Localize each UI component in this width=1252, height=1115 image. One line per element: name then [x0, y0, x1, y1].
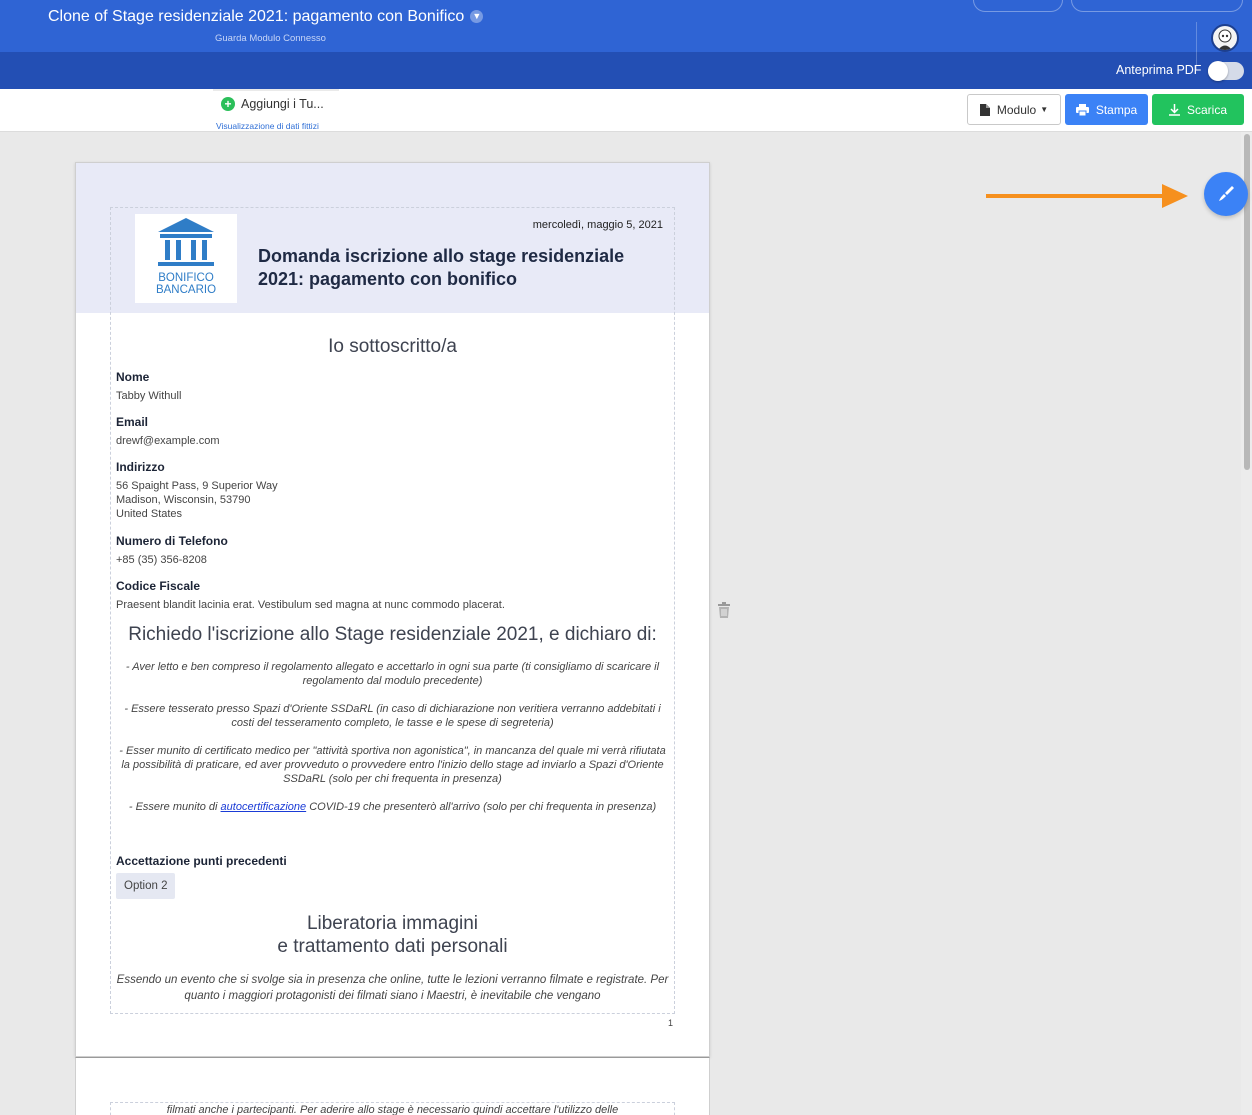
- pdf-preview-label: Anteprima PDF: [1116, 63, 1202, 77]
- declaration-2: - Essere tesserato presso Spazi d'Oriente SSDaRL (in caso di dichiarazione non veritiera verranno addebitati i costi del tesseramento completo, le tasse e le spese di segreteria): [124, 703, 661, 729]
- avatar[interactable]: [1211, 24, 1239, 52]
- header-pill-button[interactable]: [973, 0, 1063, 12]
- field-value-indirizzo-line1: 56 Spaight Pass, 9 Superior Way: [116, 480, 278, 492]
- section-heading-liberatoria: Liberatoria immagini e trattamento dati personali: [277, 913, 508, 957]
- pdf-preview-toggle[interactable]: [1208, 62, 1244, 80]
- section-heading-sottoscritto: Io sottoscritto/a: [328, 336, 457, 357]
- field-label-accettazione: Accettazione punti precedenti: [116, 854, 287, 868]
- connected-form-link[interactable]: Guarda Modulo Connesso: [215, 33, 326, 44]
- download-label: Scarica: [1186, 102, 1227, 117]
- secondary-bar: [0, 52, 1252, 89]
- download-button[interactable]: [1152, 94, 1244, 125]
- header-search-pill[interactable]: [1071, 0, 1243, 12]
- field-value-telefono: +85 (35) 356-8208: [116, 554, 207, 566]
- paint-brush-icon: [1217, 185, 1235, 203]
- document-date: mercoledì, maggio 5, 2021: [532, 219, 663, 231]
- plus-icon: +: [221, 97, 235, 111]
- modulo-dropdown[interactable]: [967, 94, 1061, 125]
- tab-sublabel: Visualizzazione di dati fittizi: [216, 121, 319, 131]
- field-value-email: drewf@example.com: [116, 435, 220, 447]
- accettazione-option-chip: Option 2: [116, 873, 175, 899]
- field-label-email: Email: [116, 415, 149, 429]
- scrollbar[interactable]: [1241, 132, 1252, 1115]
- field-value-nome: Tabby Withull: [116, 390, 182, 402]
- modulo-label: Modulo: [996, 102, 1037, 117]
- section-heading-richiedo: Richiedo l'iscrizione allo Stage residenziale 2021, e dichiaro di:: [128, 624, 657, 645]
- download-icon: [1169, 104, 1180, 116]
- tab-label: Aggiungi i Tu...: [241, 97, 324, 111]
- document-icon: [980, 104, 990, 116]
- designer-tool-button[interactable]: [1204, 172, 1248, 216]
- field-label-indirizzo: Indirizzo: [116, 460, 165, 474]
- annotation-arrow-line: [986, 194, 1166, 198]
- field-value-indirizzo-line3: United States: [116, 508, 183, 520]
- annotation-arrow-head: [1162, 184, 1188, 208]
- bank-transfer-logo: [135, 214, 237, 303]
- chevron-down-icon: ▼: [1040, 105, 1049, 114]
- field-label-nome: Nome: [116, 370, 150, 384]
- page-number: 1: [668, 1018, 674, 1028]
- document-title: Domanda iscrizione allo stage residenziale 2021: pagamento con bonifico: [258, 246, 625, 289]
- chevron-down-icon[interactable]: ▼: [470, 10, 483, 23]
- printer-icon: [1076, 104, 1089, 116]
- field-label-telefono: Numero di Telefono: [116, 534, 228, 548]
- declaration-4: - Essere munito di autocertificazione COVID-19 che presenterò all'arrivo (solo per chi frequenta in presenza): [128, 801, 657, 813]
- pdf-page-1: [75, 162, 710, 1057]
- tab-add-data[interactable]: [213, 89, 339, 132]
- app-header: [0, 0, 1252, 52]
- page2-paragraph: filmati anche i partecipanti. Per aderire allo stage è necessario quindi accettare l'utilizzo delle: [166, 1104, 619, 1115]
- form-title[interactable]: Clone of Stage residenziale 2021: pagamento con Bonifico ▼: [48, 8, 483, 26]
- bank-icon: [156, 216, 216, 268]
- declaration-3: - Esser munito di certificato medico per "attività sportiva non agonistica", in mancanza del quale mi verrà rifiutata la possibilità di praticare, ed aver provveduto o provvedere entro l'inizio dello stage ad inviarlo a Spazi d'Oriente SSDaRL (solo per chi frequenta in presenza): [119, 745, 666, 785]
- liberatoria-paragraph: Essendo un evento che si svolge sia in presenza che online, tutte le lezioni verranno filmate e registrate. Per quanto i maggiori protagonisti dei filmati siano i Maestri, è inevitabile che vengano: [116, 974, 669, 1002]
- logo-text: BONIFICO BANCARIO: [155, 272, 217, 296]
- field-value-indirizzo-line2: Madison, Wisconsin, 53790: [116, 494, 251, 506]
- autocertificazione-link[interactable]: autocertificazione: [220, 801, 307, 813]
- trash-icon[interactable]: [717, 602, 731, 623]
- print-label: Stampa: [1095, 102, 1138, 117]
- field-value-codice-fiscale: Praesent blandit lacinia erat. Vestibulum sed magna at nunc commodo placerat.: [116, 599, 505, 611]
- field-label-codice-fiscale: Codice Fiscale: [116, 579, 201, 593]
- toggle-knob: [1208, 61, 1228, 81]
- declaration-1: - Aver letto e ben compreso il regolamento allegato e accettarlo in ogni sua parte (ti consigliamo di scaricare il regolamento dal modulo precedente): [125, 661, 660, 687]
- print-button[interactable]: [1065, 94, 1148, 125]
- pdf-page-2: [75, 1057, 710, 1115]
